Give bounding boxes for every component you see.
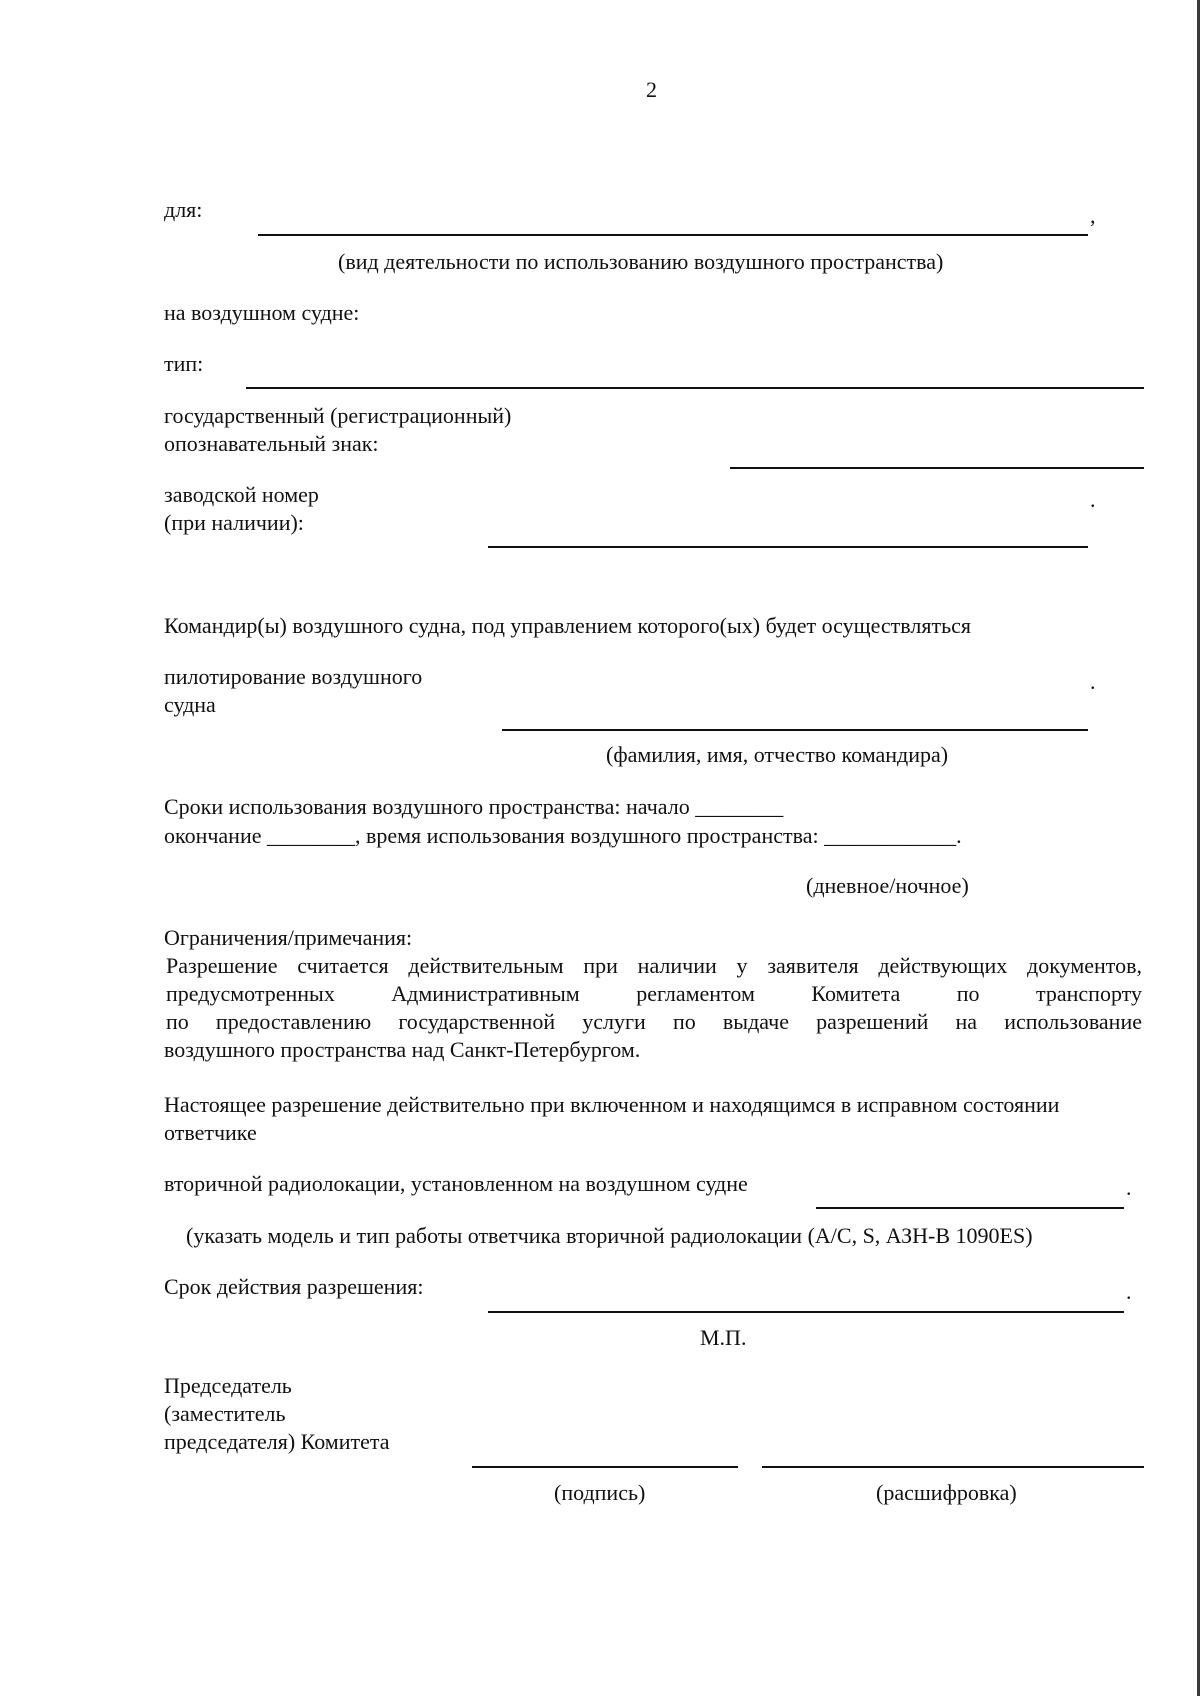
stamp-placeholder: М.П. bbox=[700, 1325, 747, 1350]
restrictions-line-2: предусмотренных Административным регламентом Комитета по транспорту bbox=[166, 981, 1142, 1006]
validity-dot: . bbox=[1126, 1279, 1132, 1304]
activity-caption: (вид деятельности по использованию воздушного пространства) bbox=[338, 249, 944, 274]
type-blank bbox=[246, 387, 1144, 389]
restrictions-line-1: Разрешение считается действительным при наличии у заявителя действующих документов, bbox=[166, 953, 1142, 978]
piloting-label-2: судна bbox=[164, 692, 216, 717]
transponder-dot: . bbox=[1126, 1175, 1132, 1200]
commander-intro: Командир(ы) воздушного судна, под управлением которого(ых) будет осуществляться bbox=[164, 613, 971, 638]
serial-blank bbox=[488, 546, 1088, 548]
chair-label-2: (заместитель bbox=[164, 1401, 286, 1426]
activity-blank bbox=[258, 234, 1088, 236]
transponder-caption: (указать модель и тип работы ответчика вторичной радиолокации (A/C, S, АЗН-В 1090ES) bbox=[186, 1223, 1033, 1248]
on-aircraft-label: на воздушном судне: bbox=[164, 300, 360, 325]
registration-blank bbox=[730, 467, 1144, 469]
signature-blank bbox=[472, 1466, 738, 1468]
validity-label: Срок действия разрешения: bbox=[164, 1274, 424, 1299]
restrictions-label: Ограничения/примечания: bbox=[164, 925, 413, 950]
transponder-line-2: ответчике bbox=[164, 1120, 257, 1145]
restrictions-line-4: воздушного пространства над Санкт-Петербургом. bbox=[164, 1037, 641, 1062]
transponder-line-1: Настоящее разрешение действительно при включенном и находящимся в исправном состоянии bbox=[164, 1092, 1060, 1117]
transponder-blank bbox=[816, 1207, 1124, 1209]
commander-caption: (фамилия, имя, отчество командира) bbox=[606, 742, 949, 767]
terms-end: окончание ________, время использования воздушного пространства: ____________. bbox=[164, 823, 962, 848]
registration-label-1: государственный (регистрационный) bbox=[164, 403, 512, 428]
type-label: тип: bbox=[164, 351, 204, 376]
terms-start: Сроки использования воздушного пространства: начало ________ bbox=[164, 794, 784, 819]
chair-label-3: председателя) Комитета bbox=[164, 1429, 390, 1454]
decoding-blank bbox=[762, 1466, 1144, 1468]
transponder-line-3: вторичной радиолокации, установленном на воздушном судне bbox=[164, 1171, 748, 1196]
validity-blank bbox=[488, 1311, 1124, 1313]
piloting-label-1: пилотирование воздушного bbox=[164, 664, 423, 689]
piloting-dot: . bbox=[1090, 669, 1096, 694]
activity-comma: , bbox=[1090, 203, 1096, 228]
chair-label-1: Председатель bbox=[164, 1373, 292, 1398]
registration-label-2: опознавательный знак: bbox=[164, 431, 379, 456]
day-night-caption: (дневное/ночное) bbox=[806, 873, 969, 898]
page-number: 2 bbox=[646, 77, 657, 102]
decoding-caption: (расшифровка) bbox=[876, 1480, 1017, 1505]
serial-label-1: заводской номер bbox=[164, 482, 319, 507]
restrictions-line-3: по предоставлению государственной услуги по выдаче разрешений на использование bbox=[166, 1009, 1142, 1034]
signature-caption: (подпись) bbox=[554, 1480, 646, 1505]
serial-dot: . bbox=[1090, 487, 1096, 512]
for-label: для: bbox=[164, 197, 203, 222]
serial-label-2: (при наличии): bbox=[164, 510, 304, 535]
commander-blank bbox=[502, 729, 1088, 731]
